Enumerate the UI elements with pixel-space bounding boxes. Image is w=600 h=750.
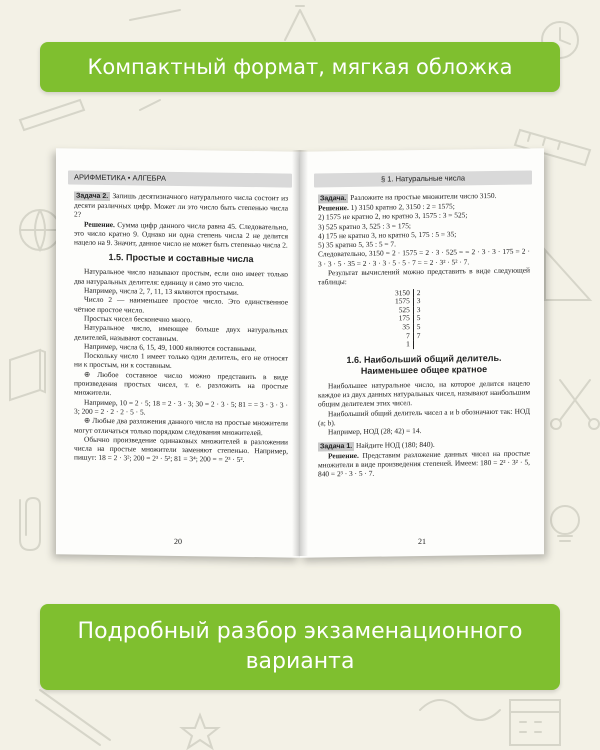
solution-line: Следовательно, 3150 = 2 · 1575 = 2 · 3 · 525 = = 2 · 3 · 3 · 175 = 2 · 3 · 3 · 5 · 35 = 2 · 3 · 3 · 5 · 5 · 7 = = 2 · 3² · 5² · 7. bbox=[318, 246, 530, 269]
table-row: 1 bbox=[392, 340, 423, 349]
paragraph: Например, НОД (28; 42) = 14. bbox=[328, 426, 422, 437]
task2-solution: Решение. Сумма цифр данного числа равна 45. Следовательно, это число кратно 9. Однако ни одна степень числа 2 не делится нацело на 9. Значит, данное число не может быть степенью числа 2. bbox=[74, 219, 288, 250]
paragraph: Например, числа 6, 15, 49, 1000 являются составными. bbox=[84, 341, 257, 353]
book-doodle-icon bbox=[10, 350, 45, 400]
task-label: Задача. bbox=[320, 195, 347, 203]
right-running-head: § 1. Натуральные числа bbox=[314, 170, 532, 187]
paragraph: Обычно произведение одинаковых множителей в разложении числа на простые множители заменяют степенью. Например, пишут: 18 = 2 · 3²; 200 = 2³ · 5²; 81 = 3⁴; 200 = = 2³ · 5². bbox=[74, 434, 288, 465]
pencil-doodle-icon bbox=[20, 100, 84, 130]
table-row: 35 5 bbox=[392, 323, 423, 332]
paragraph: Натуральное число называют простым, если оно имеет только два натуральных делителя: единицу и само это число. bbox=[74, 267, 288, 288]
task1-solution: Решение. Представим разложение данных чисел на простые множители в виде произведения степеней. Имеем: 180 = 2² · 3² · 5, 840 = 2³ · 3 · 5 · 7. bbox=[318, 448, 530, 479]
left-page bbox=[56, 148, 300, 557]
solution-line: Решение. 1) 3150 кратно 2, 3150 : 2 = 1575; bbox=[318, 201, 455, 213]
factorization-table bbox=[392, 289, 423, 350]
solution-line: 2) 1575 не кратно 2, но кратно 3, 1575 : 3 = 525; bbox=[318, 210, 468, 222]
paragraph: Число 2 — наименьшее простое число. Это единственное чётное простое число. bbox=[74, 295, 288, 315]
paragraph: Простых чисел бесконечно много. bbox=[84, 313, 193, 325]
section-title: 1.5. Простые и составные числа bbox=[108, 252, 254, 265]
solution-line: 3) 525 кратно 3, 525 : 3 = 175; bbox=[318, 220, 411, 232]
paperclip-doodle-icon bbox=[20, 498, 40, 550]
bottom-banner-line1: Подробный разбор экзаменационного bbox=[77, 619, 523, 644]
paragraph: ⊕ Любое составное число можно представить в виде произведения простых чисел, т. е. разложить на простые множители. bbox=[74, 369, 288, 398]
calendar-doodle-icon bbox=[510, 700, 560, 745]
left-running-head: АРИФМЕТИКА • АЛГЕБРА bbox=[68, 170, 292, 187]
top-banner: Компактный формат, мягкая обложка bbox=[40, 42, 560, 92]
task-label: Задача 1. bbox=[320, 442, 353, 451]
task-text: Задача. Разложите на простые множители число 3150. bbox=[320, 190, 497, 203]
paragraph: Например, числа 2, 7, 11, 13 являются простыми. bbox=[84, 285, 239, 297]
compass-doodle-icon bbox=[285, 6, 315, 40]
table-row: 175 5 bbox=[392, 314, 423, 323]
pen-doodle-icon bbox=[36, 690, 110, 745]
paragraph: Например, 10 = 2 · 5; 18 = 2 · 3 · 3; 30 = 2 · 3 · 5; 81 = = 3 · 3 · 3 · 3; 200 = 2 · 2 · 2 · 5 · 5. bbox=[74, 397, 288, 417]
section-title: 1.6. Наибольший общий делитель. Наименьшее общее кратное bbox=[346, 352, 502, 376]
paragraph: Поскольку число 1 имеет только один делитель, его не относят ни к простым, ни к составным. bbox=[74, 350, 288, 371]
book-gutter bbox=[292, 150, 308, 556]
paragraph: Натуральное число, имеющее больше двух натуральных делителей, называют составным. bbox=[74, 322, 288, 343]
scissors-doodle-icon bbox=[560, 380, 590, 420]
solution-line: Результат вычислений можно представить в виде следующей таблицы: bbox=[318, 265, 530, 287]
task2-text: Задача 2. Запишь десятизначного натурального числа состоит из десяти различных цифр. Может ли это число быть степенью числа 2? bbox=[74, 191, 288, 219]
bottom-banner bbox=[40, 604, 560, 690]
right-page bbox=[300, 148, 544, 557]
table-row: 1575 3 bbox=[392, 297, 423, 306]
solution-line: 4) 175 не кратно 3, но кратно 5, 175 : 5 = 35; bbox=[318, 229, 457, 241]
table-row: 7 7 bbox=[392, 332, 423, 341]
paragraph: Наибольший общий делитель чисел a и b обозначают так: НОД (a; b). bbox=[318, 406, 530, 428]
page-number: 21 bbox=[418, 536, 426, 547]
table-row: 3150 2 bbox=[392, 289, 423, 298]
open-book bbox=[56, 150, 544, 556]
left-page-content bbox=[74, 191, 288, 466]
paragraph: Наибольшее натуральное число, на которое делится нацело каждое из двух данных натуральных чисел, называют наибольшим общим делителем этих чисел. bbox=[318, 378, 530, 409]
paragraph: ⊕ Любые два разложения данного числа на простые множители могут отличаться только порядком следования множителей. bbox=[74, 415, 288, 437]
table-row: 525 3 bbox=[392, 306, 423, 315]
solution-line: 5) 35 кратно 5, 35 : 5 = 7. bbox=[318, 239, 396, 250]
right-page-content bbox=[318, 190, 530, 478]
bottom-banner-line2: варианта bbox=[245, 649, 355, 674]
task-label: Задача 2. bbox=[76, 192, 109, 201]
triangle-doodle-icon bbox=[545, 250, 590, 300]
lamp-doodle-icon bbox=[551, 506, 579, 534]
star-doodle-icon bbox=[182, 715, 218, 748]
page-number: 20 bbox=[174, 536, 182, 547]
task1-text: Задача 1. Найдите НОД (180; 840). bbox=[320, 439, 435, 451]
